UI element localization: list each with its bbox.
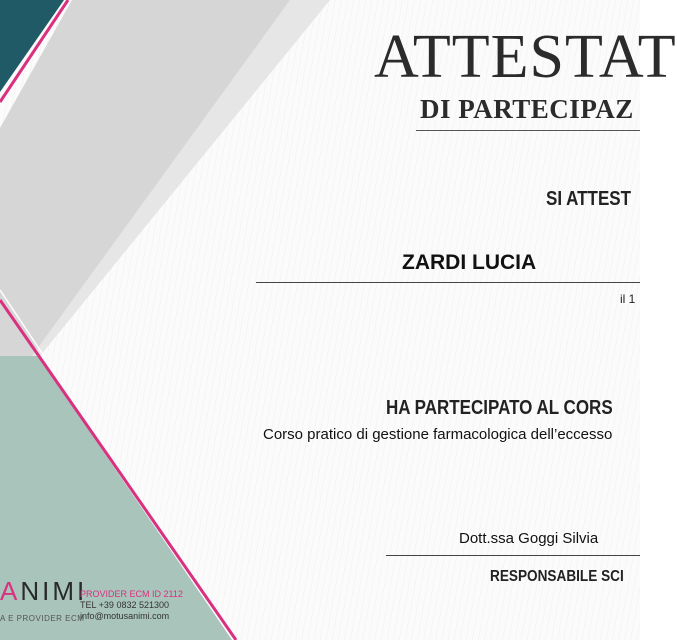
birth-date-fragment: il 1 — [620, 292, 636, 306]
provider-logo — [0, 578, 87, 604]
attests-label: SI ATTEST — [546, 188, 631, 210]
certificate-title: ATTESTAT — [374, 23, 677, 91]
participated-label: HA PARTECIPATO AL CORS — [386, 397, 613, 419]
provider-contact — [80, 589, 183, 622]
logo-tagline: A E PROVIDER ECM — [0, 614, 85, 623]
participant-name: ZARDI LUCIA — [402, 251, 537, 274]
provider-phone: TEL +39 0832 521300 — [80, 600, 169, 610]
provider-email: info@motusanimi.com — [80, 611, 170, 621]
name-underline — [256, 282, 640, 283]
title-divider — [416, 130, 640, 131]
course-title: Corso pratico di gestione farmacologica dell’eccesso — [263, 426, 613, 443]
logo-initial: A — [0, 576, 21, 606]
provider-ecm-id: PROVIDER ECM ID 2112 — [80, 589, 183, 599]
logo-text: NIMI — [20, 576, 88, 606]
certificate-subtitle: DI PARTECIPAZ — [420, 94, 634, 124]
signer-name: Dott.ssa Goggi Silvia — [459, 530, 599, 547]
signer-role: RESPONSABILE SCI — [490, 568, 624, 585]
signature-line — [386, 555, 640, 556]
